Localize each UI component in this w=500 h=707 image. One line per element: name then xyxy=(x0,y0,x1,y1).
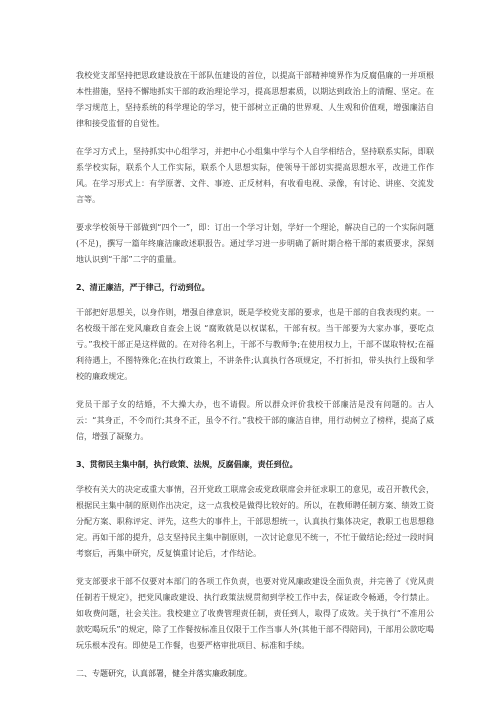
paragraph-gap xyxy=(76,268,434,280)
paragraph-family-conduct: 党员干部子女的结婚，不大操大办，也不请假。所以群众评价我校干部廉洁是没有问题的。古人云：“其身正，不令而行;其身不正，虽令不行。”我校干部的廉洁自律，用行动树立了榜样，提高了威信，增强了凝聚力。 xyxy=(76,400,434,441)
paragraph-study-priority: 我校党支部坚持把思政建设放在干部队伍建设的首位，以提高干部精神境界作为反腐倡廉的一并项根本性措施，坚持不懈地抓实干部的政治理论学习，提高思想素质，以期达到政治上的清醒、坚定。在学习规范上，坚持系统的科学理论的学习，使干部树立正确的世界观、人生观和价值观，增强廉洁自律和接受监督的自觉性。 xyxy=(76,71,434,128)
paragraph-self-discipline: 干部把好思想关，以身作则，增强自律意识，既是学校党支部的要求，也是干部的自我表现约束。一名校级干部在党风廉政自查会上说 “腐败就是以权谋私，干部有权。当干部要为大家办事，要吃点亏。”我校干部正是这样做的。在对待名利上，干部不与教师争;在使用权力上，干部不谋取特权;在福利待遇上，不图特殊化;在执行政策上，不讲条件;认真执行各项规定，不打折扣，带头执行上级和学校的廉政规定。 xyxy=(76,308,434,381)
paragraph-gap xyxy=(76,473,434,482)
section-heading-special-research: 二、专题研究，认真部署，健全并落实廉政制度。 xyxy=(76,669,252,678)
paragraph-gap xyxy=(76,385,434,397)
paragraph-gap xyxy=(76,445,434,457)
paragraph-gap xyxy=(76,654,434,666)
paragraph-gap xyxy=(76,562,434,574)
paragraph-gap xyxy=(76,132,434,144)
paragraph-gap xyxy=(76,208,434,220)
paragraph-study-method: 在学习方式上，坚持抓实中心组学习，并把中心小组集中学与个人自学相结合，坚持联系实际，即联系学校实际，联系个人工作实际，联系个人思想实际，使领导干部切实提高思想水平，改进工作作风。在学习形式上：有学原著、文件、事迹、正反材料，有收看电视、录像，有讨论、讲座、交流发言等。 xyxy=(76,147,434,204)
paragraph-collective-decisions: 学校有关大的决定或重大事情，召开党政工联席会或党政联席会并征求职工的意见，或召开教代会，根据民主集中制的原则作出决定，这一点我校是做得比较好的。所以，在教师聘任制方案、绩效工资分配方案、职称评定、评先，这些大的事件上，干部思想统一，认真执行集体决定，教职工也思想稳定。再如干部的提升，总支坚持民主集中制原则，一次讨论意见不统一，不忙于做结论;经过一段时间考察后，再集中研究，反复慎重讨论后，才作结论。 xyxy=(76,485,434,558)
section-heading-integrity: 2、清正廉洁，严于律己，行动到位。 xyxy=(76,283,210,292)
paragraph-responsibility-system: 党支部要求干部不仅要对本部门的各项工作负责，也要对党风廉政建设全面负责，并完善了《党风责任制若干规定》，把党风廉政建设、执行政策法规贯彻到学校工作中去，保证政令畅通，令行禁止。如收费问题，社会关注。我校建立了收费管理责任制，责任到人，取得了成效。关于执行“不准用公款吃喝玩乐”的规定，除了工作餐按标准且仅限于工作当事人外(其他干部不得陪同)，干部用公款吃喝玩乐根本没有。即使是工作餐，也要严格审批项目、标准和手续。 xyxy=(76,577,434,650)
paragraph-four-ones: 要求学校领导干部做到“四个一”，即：订出一个学习计划，学好一个理论，解决自己的一个实际问题(不足)，撰写一篇年终廉洁廉政述职报告。通过学习进一步明确了新时期合格干部的素质要求，深刻地认识到“干部”二字的重量。 xyxy=(76,223,434,264)
document-body xyxy=(76,68,434,682)
paragraph-gap xyxy=(76,296,434,305)
section-heading-democratic-centralism: 3、贯彻民主集中制，执行政策、法规，反腐倡廉，责任到位。 xyxy=(76,460,298,469)
